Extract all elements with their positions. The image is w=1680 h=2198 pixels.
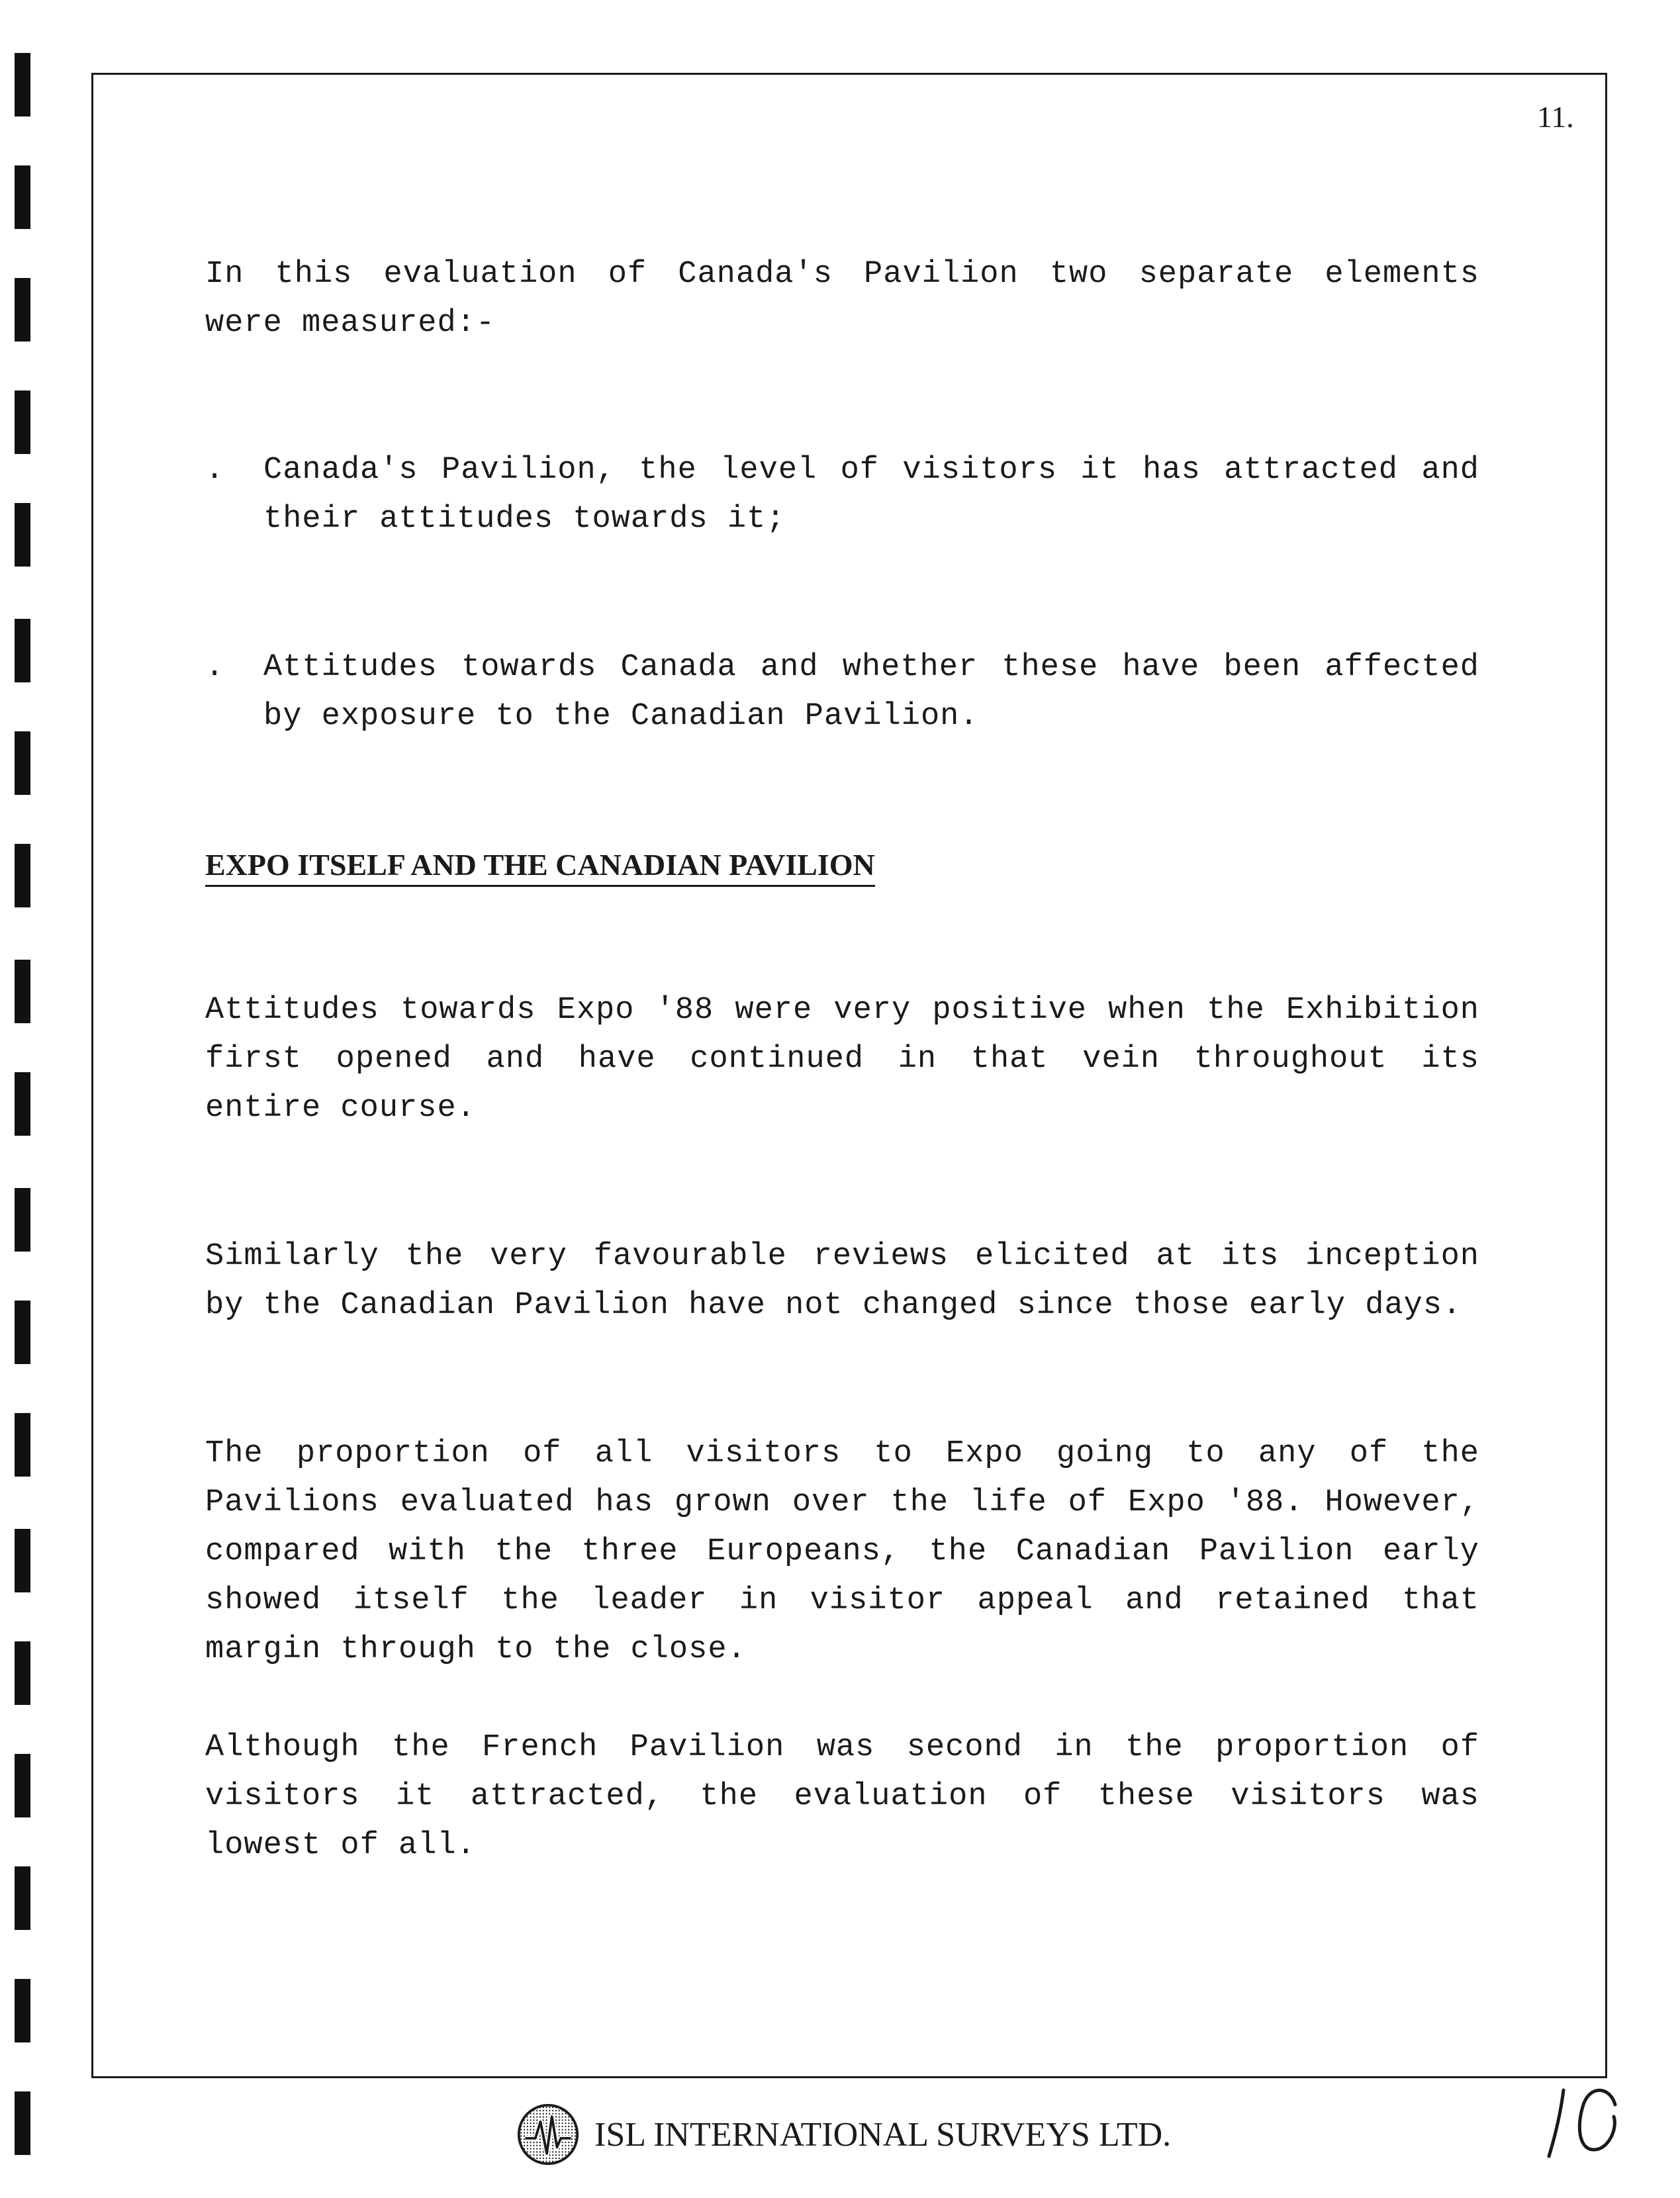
handwritten-page-number [1529,2078,1635,2164]
binding-mark [15,503,30,567]
binding-mark [15,619,30,682]
binding-mark [15,844,30,907]
bullet-marker: . [205,650,224,685]
binding-mark [15,278,30,342]
binding-mark [15,1072,30,1136]
company-name: ISL INTERNATIONAL SURVEYS LTD. [594,2115,1172,2154]
binding-mark [15,1979,30,2042]
binding-mark [15,960,30,1023]
binding-mark [15,1529,30,1592]
binding-mark [15,731,30,795]
company-logo-icon [516,2103,580,2166]
binding-mark [15,2091,30,2155]
footer [516,2098,1171,2171]
body-paragraph: Although the French Pavilion was second in the proportion of visitors it attracted, the evaluation of these visitors was lowest of all. [205,1730,1479,1863]
bullet-text: Attitudes towards Canada and whether these have been affected by exposure to the Canadian Pavilion. [263,650,1479,734]
body-paragraph: The proportion of all visitors to Expo going to any of the Pavilions evaluated has grown over the life of Expo '88. However, compared with the three Europeans, the Canadian Pavilion early showed itself the leader in visitor appeal and retained that margin through to the close. [205,1436,1479,1667]
binding-mark [15,1641,30,1705]
binding-mark [15,1413,30,1477]
page-number: 11. [1537,100,1574,134]
binding-mark [15,53,30,116]
binding-mark [15,390,30,454]
body-paragraph: Similarly the very favourable reviews elicited at its inception by the Canadian Pavilion have not changed since those early days. [205,1239,1479,1323]
body-paragraph: Attitudes towards Expo '88 were very positive when the Exhibition first opened and have continued in that vein throughout its entire course. [205,993,1479,1126]
binding-mark [15,165,30,229]
section-heading: EXPO ITSELF AND THE CANADIAN PAVILION [205,847,875,887]
binding-mark [15,1188,30,1252]
binding-mark [15,1301,30,1364]
bullet-marker: . [205,453,224,488]
binding-mark [15,1754,30,1817]
bullet-text: Canada's Pavilion, the level of visitors it has attracted and their attitudes towards it; [263,453,1479,537]
binding-mark [15,1866,30,1930]
intro-paragraph: In this evaluation of Canada's Pavilion two separate elements were measured:- [205,257,1479,341]
